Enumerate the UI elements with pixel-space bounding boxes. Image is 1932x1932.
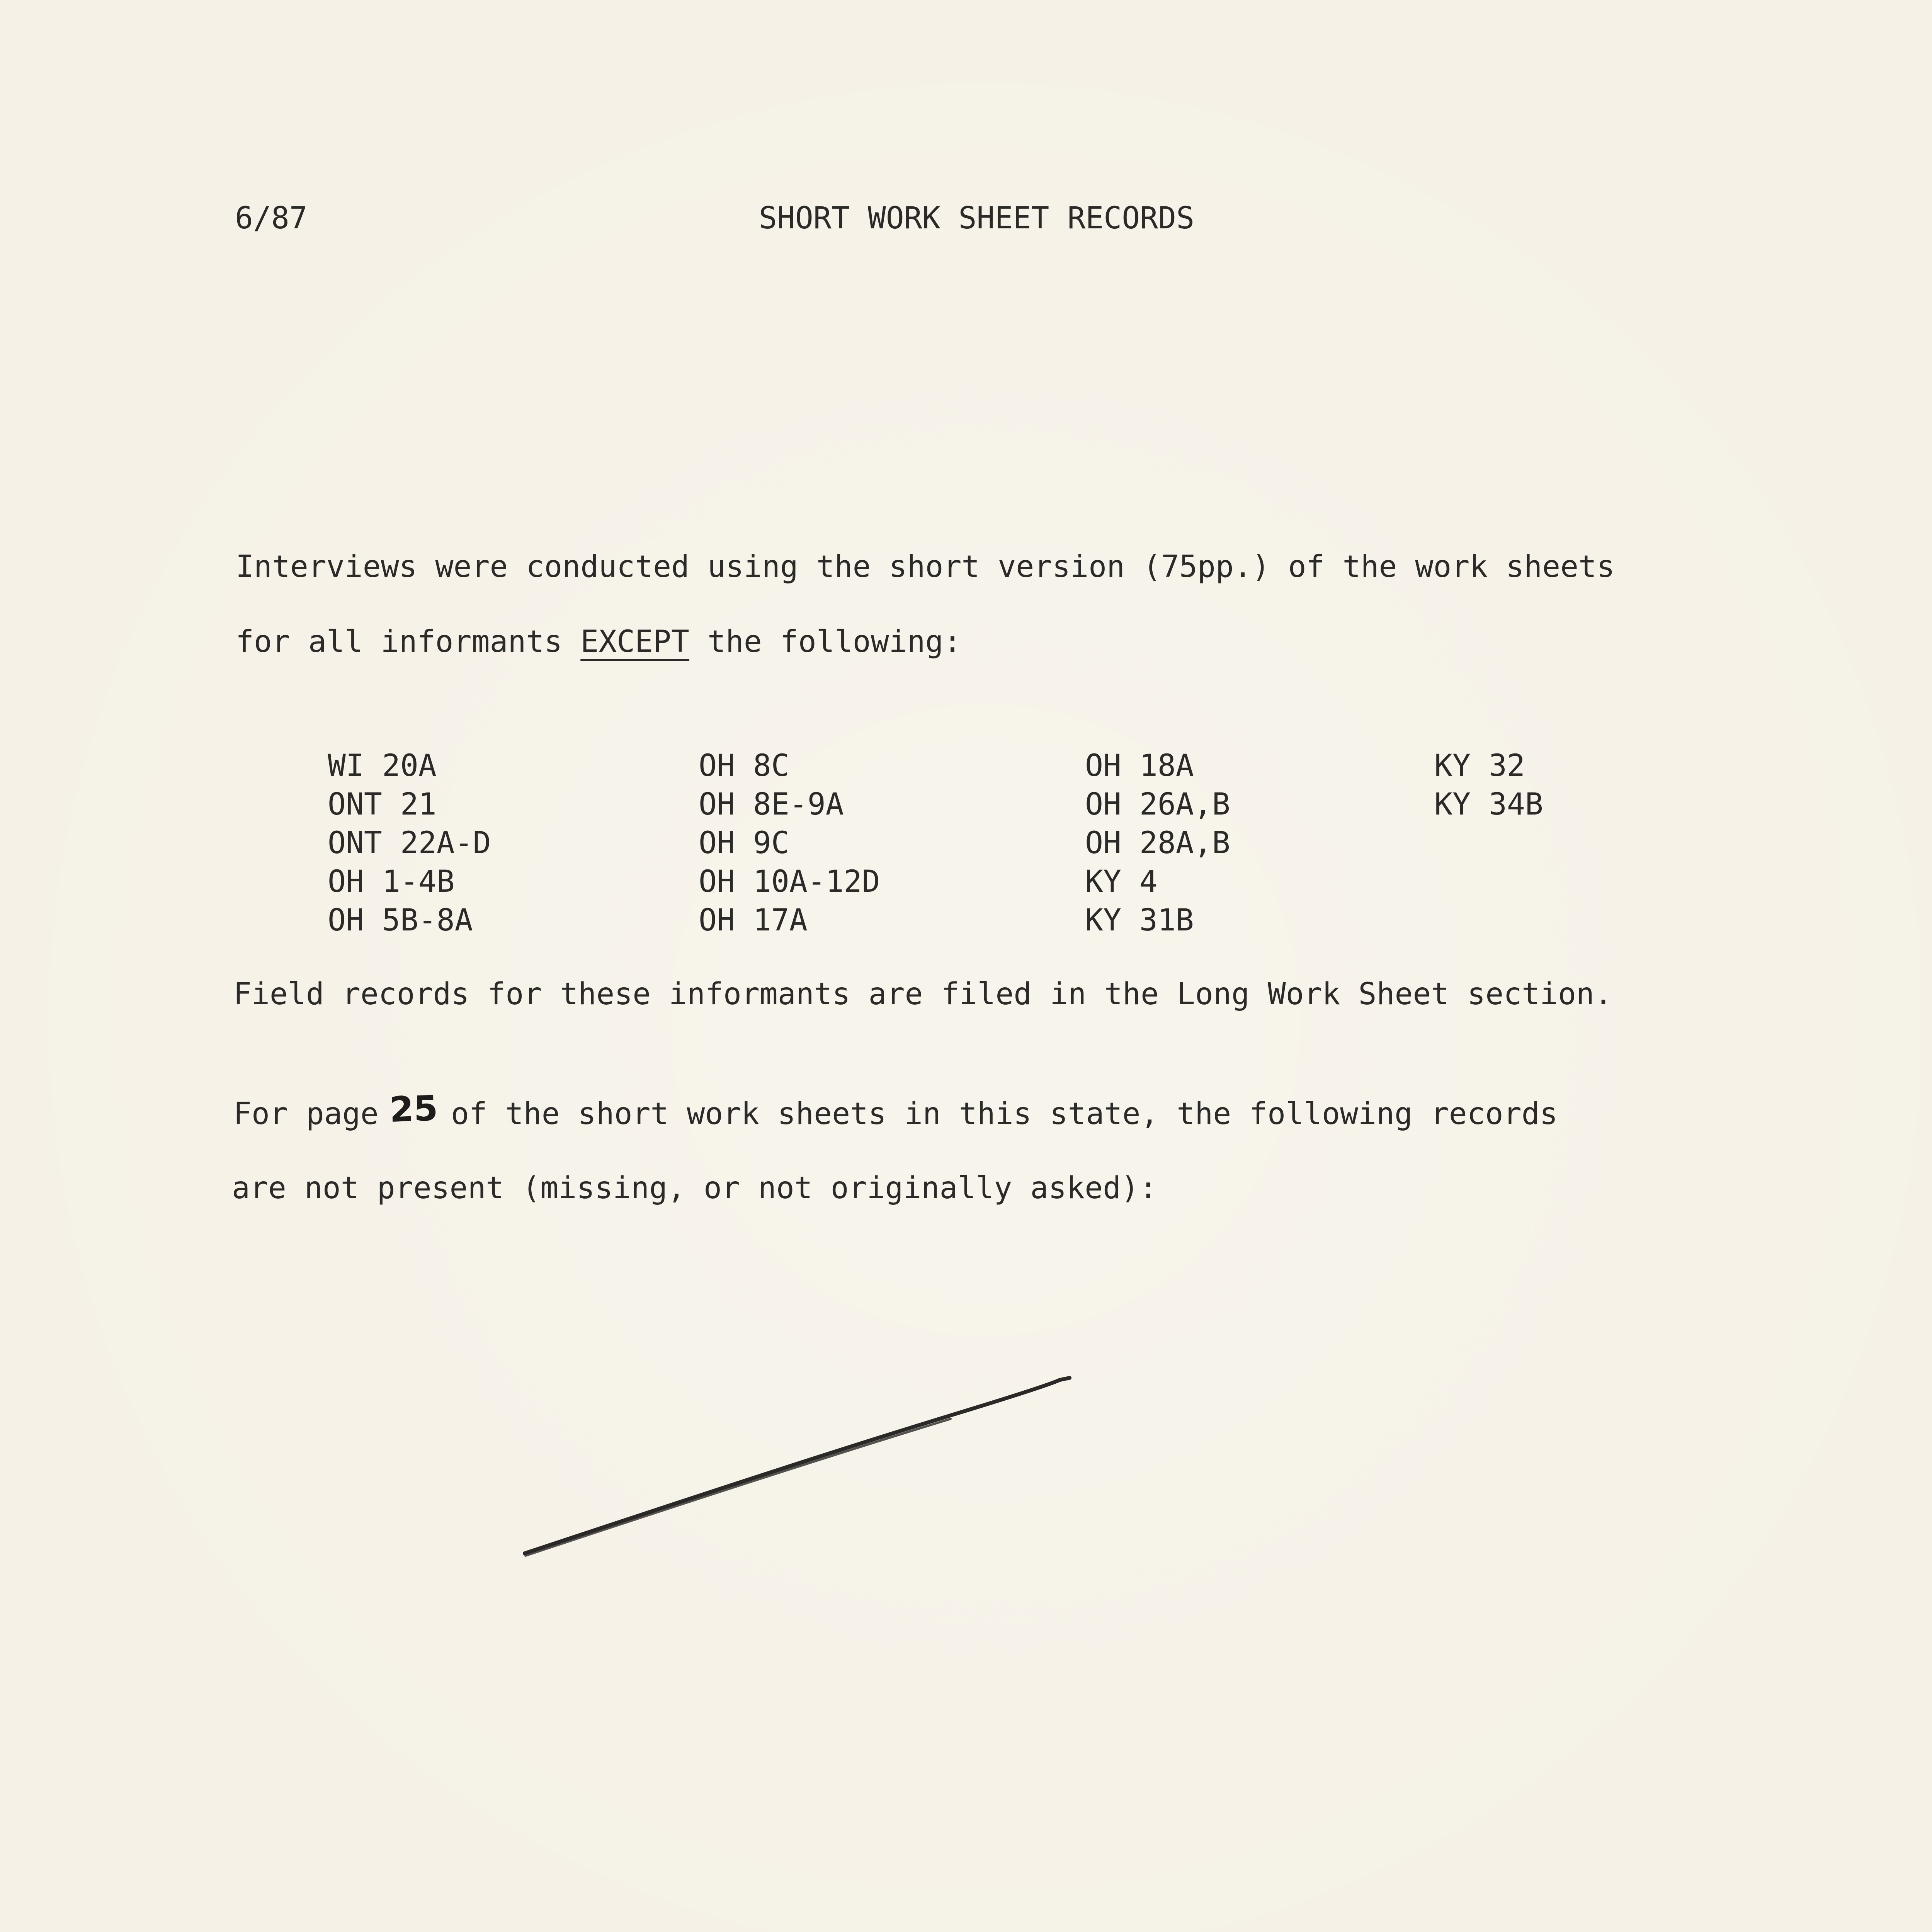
intro-line-2-prefix: for all informants: [236, 624, 581, 659]
informant-item: OH 28A,B: [1085, 826, 1230, 861]
document-title: SHORT WORK SHEET RECORDS: [759, 201, 1195, 236]
field-records-note: Field records for these informants are filed in the Long Work Sheet section.: [233, 977, 1612, 1012]
informant-column-2: [699, 747, 880, 940]
except-emphasis: EXCEPT: [580, 624, 690, 659]
missing-suffix: of the short work sheets in this state, the following records: [451, 1097, 1558, 1131]
informant-item: KY 32: [1434, 748, 1525, 783]
missing-records-line-2: are not present (missing, or not originally asked):: [232, 1171, 1157, 1206]
informant-item: ONT 22A-D: [328, 826, 491, 861]
informant-item: WI 20A: [328, 748, 437, 783]
informant-column-1: [328, 747, 491, 940]
informant-item: OH 26A,B: [1085, 787, 1230, 822]
informant-item: OH 17A: [699, 903, 808, 938]
document-date: 6/87: [235, 201, 308, 236]
informant-item: KY 4: [1085, 864, 1158, 899]
intro-line-2-suffix: the following:: [689, 624, 962, 659]
informant-item: KY 31B: [1085, 903, 1194, 938]
informant-item: OH 10A-12D: [699, 864, 880, 899]
intro-line-2: [236, 624, 962, 659]
missing-records-line-1: [233, 1088, 1558, 1131]
informant-item: OH 8C: [699, 748, 789, 783]
informant-item: OH 5B-8A: [328, 903, 473, 938]
informant-item: OH 18A: [1085, 748, 1194, 783]
informant-item: KY 34B: [1434, 787, 1543, 822]
informant-item: OH 8E-9A: [699, 787, 844, 822]
missing-prefix: For page: [233, 1097, 379, 1131]
handwritten-page-number: 25: [388, 1088, 439, 1131]
informant-item: OH 1-4B: [328, 864, 455, 899]
intro-line-1: Interviews were conducted using the short version (75pp.) of the work sheets: [236, 549, 1615, 584]
informant-item: OH 9C: [699, 826, 789, 861]
informant-column-4: [1434, 747, 1543, 824]
informant-item: ONT 21: [328, 787, 437, 822]
informant-column-3: [1085, 747, 1230, 940]
